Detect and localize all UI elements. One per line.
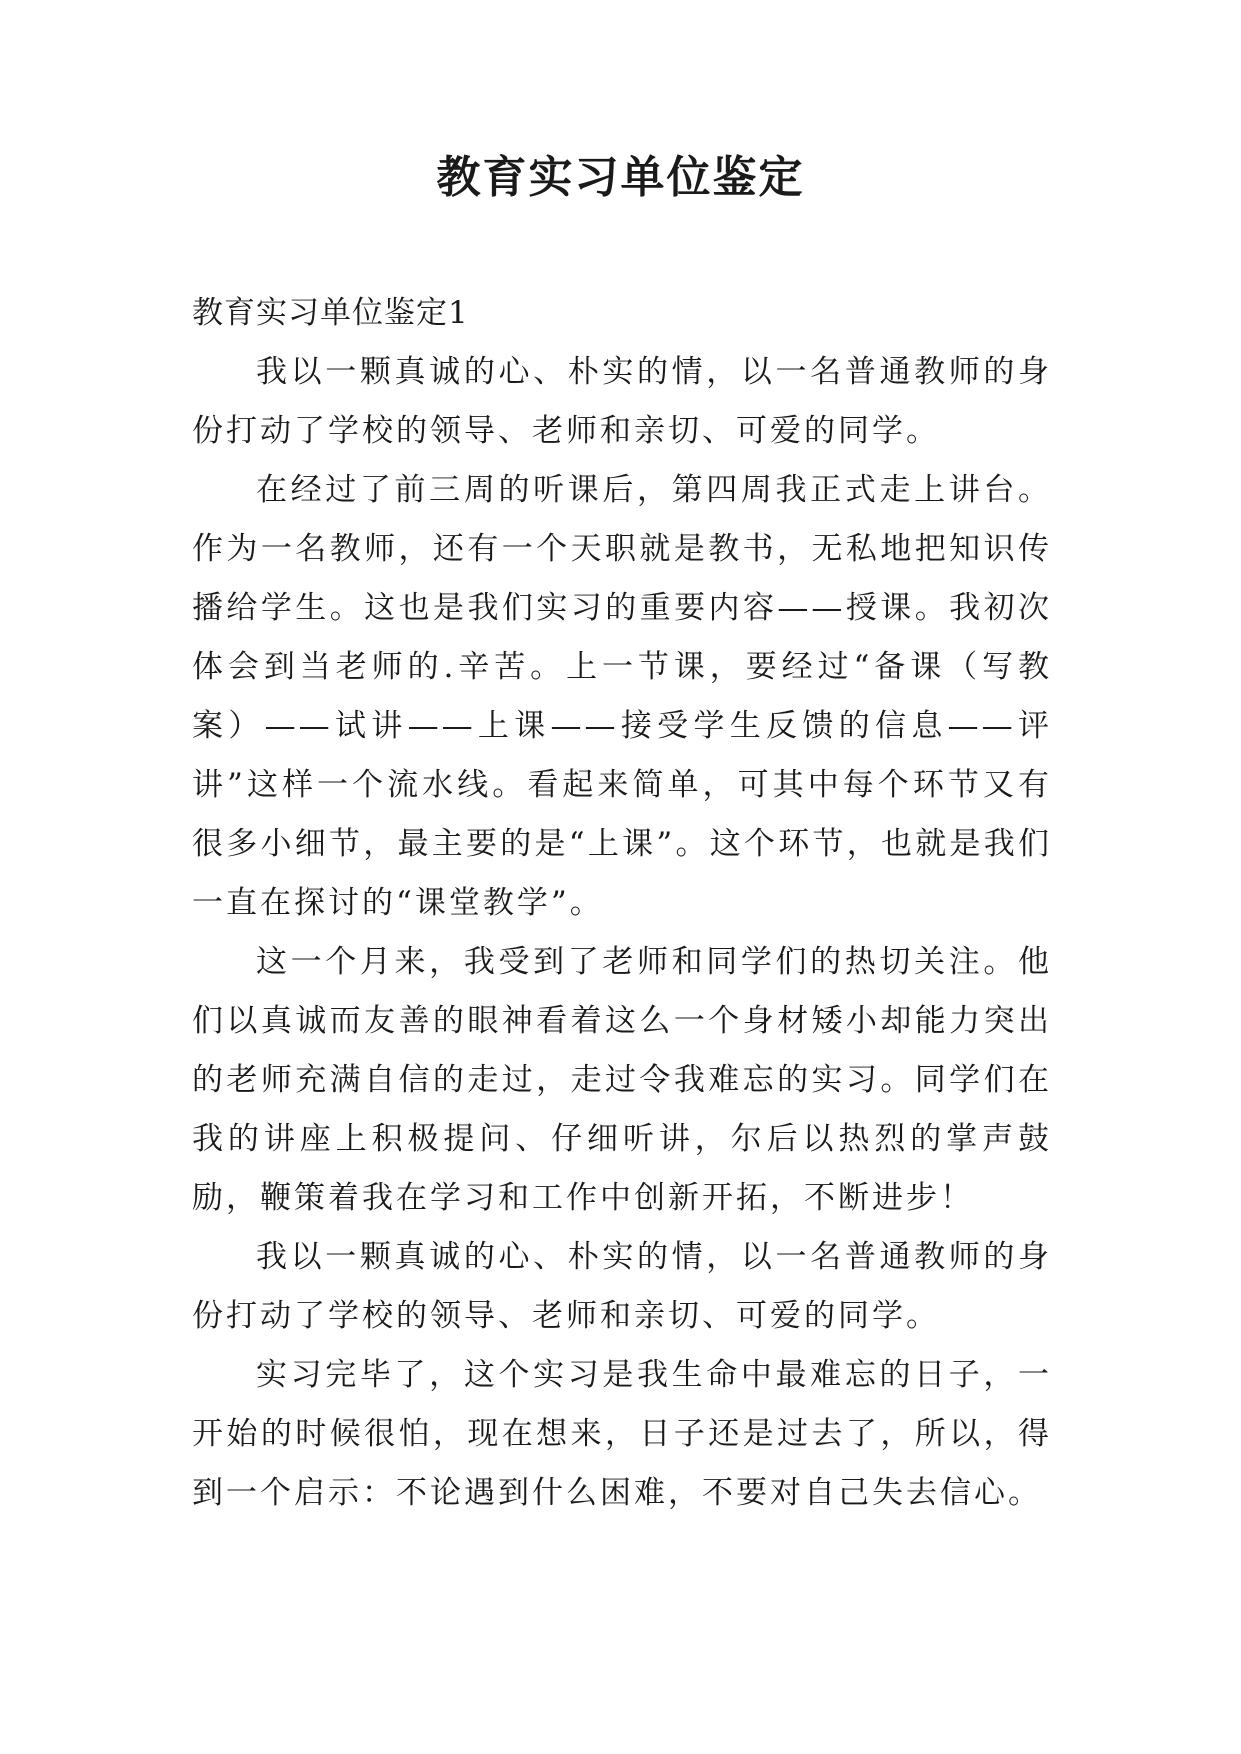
section-heading: 教育实习单位鉴定1: [192, 295, 469, 331]
paragraph: 实习完毕了，这个实习是我生命中最难忘的日子，一开始的时候很怕，现在想来，日子还是过去了，所以，得到一个启示：不论遇到什么困难，不要对自己失去信心。: [192, 1357, 1052, 1511]
document-body: [192, 284, 1052, 1523]
paragraph: 我以一颗真诚的心、朴实的情，以一名普通教师的身份打动了学校的领导、老师和亲切、可爱的同学。: [192, 354, 1052, 449]
paragraph: 在经过了前三周的听课后，第四周我正式走上讲台。作为一名教师，还有一个天职就是教书，无私地把知识传播给学生。这也是我们实习的重要内容——授课。我初次体会到当老师的.辛苦。上一节课，要经过“备课（写教案）——试讲——上课——接受学生反馈的信息——评讲”这样一个流水线。看起来简单，可其中每个环节又有很多小细节，最主要的是“上课”。这个环节，也就是我们一直在探讨的“课堂教学”。: [192, 472, 1052, 921]
document-title: 教育实习单位鉴定: [436, 152, 805, 203]
paragraph: 我以一颗真诚的心、朴实的情，以一名普通教师的身份打动了学校的领导、老师和亲切、可爱的同学。: [192, 1239, 1052, 1334]
paragraph: 这一个月来，我受到了老师和同学们的热切关注。他们以真诚而友善的眼神看着这么一个身材矮小却能力突出的老师充满自信的走过，走过令我难忘的实习。同学们在我的讲座上积极提问、仔细听讲，尔后以热烈的掌声鼓励，鞭策着我在学习和工作中创新开拓，不断进步！: [192, 944, 1052, 1216]
